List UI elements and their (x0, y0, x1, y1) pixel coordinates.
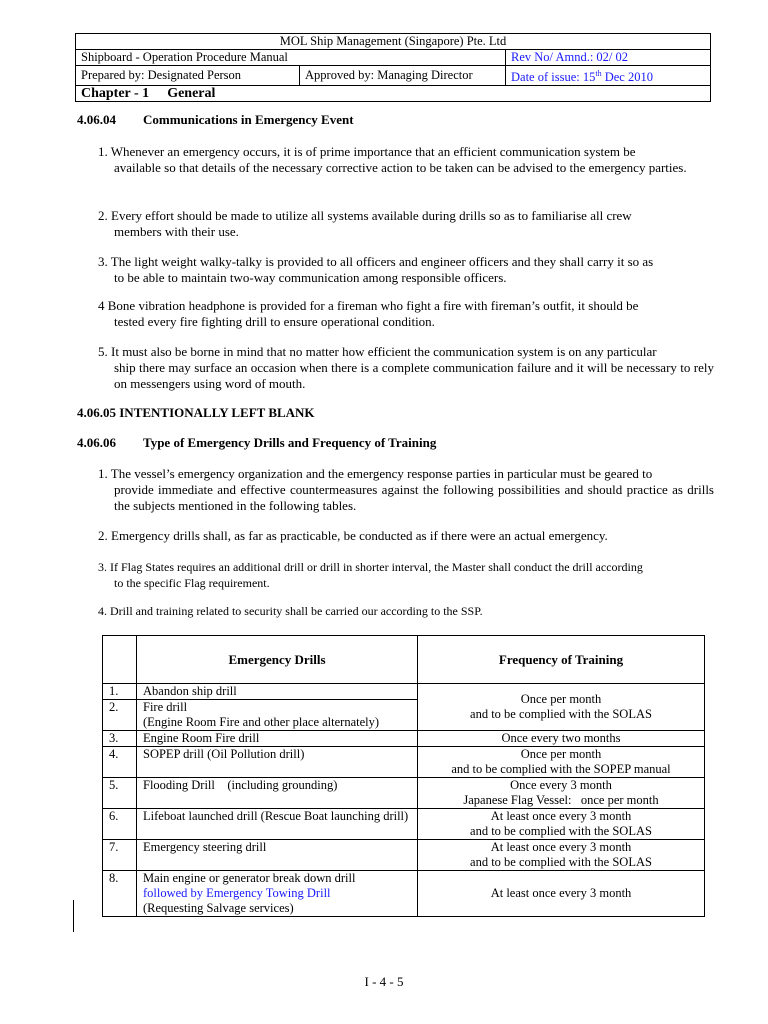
table-row: 7. Emergency steering drill At least once every 3 month and to be complied with the SOLAS (103, 840, 705, 871)
paragraph: 2. Emergency drills shall, as far as practicable, be conducted as if there were an actual emergency. (98, 528, 608, 543)
table-row: 6. Lifeboat launched drill (Rescue Boat launching drill) At least once every 3 month and to be complied with the SOLAS (103, 809, 705, 840)
revision-number: Rev No/ Amnd.: 02/ 02 (506, 50, 711, 66)
paragraph: 1. The vessel’s emergency organization and the emergency response parties in particular must be geared to provide immediate and effective countermeasures against the following possibilities and should practice as drills the subjects mentioned in the following tables. (98, 466, 714, 513)
revision-change-bar (73, 900, 74, 932)
table-row: 5. Flooding Drill (including grounding) Once every 3 month Japanese Flag Vessel: once per month (103, 778, 705, 809)
paragraph: 4. Drill and training related to security shall be carried our according to the SSP. (98, 604, 483, 618)
page-number: I - 4 - 5 (364, 974, 404, 989)
prepared-by: Prepared by: Designated Person (76, 66, 300, 86)
paragraph: 3. If Flag States requires an additional drill or drill in shorter interval, the Master shall conduct the drill according to the specific Flag requirement. (98, 560, 643, 590)
paragraph: 2. Every effort should be made to utilize all systems available during drills so as to familiarise all crew members with their use. (98, 208, 632, 239)
paragraph: 3. The light weight walky-talky is provided to all officers and engineer officers and they shall carry it so as to be able to maintain two-way communication among responsible officers. (98, 254, 654, 285)
emergency-drills-table (102, 635, 705, 917)
company-name: MOL Ship Management (Singapore) Pte. Ltd (76, 34, 711, 50)
paragraph: 4 Bone vibration headphone is provided for a fireman who fight a fire with fireman’s outfit, it should be tested every fire fighting drill to ensure operational condition. (98, 298, 639, 329)
chapter-heading: Chapter - 1 General (76, 86, 711, 102)
table-row: 3. Engine Room Fire drill Once every two months (103, 731, 705, 747)
paragraph: 5. It must also be borne in mind that no matter how efficient the communication system is on any particular ship there may surface an occasion when there is a complete communication failure and it will be necessary to rely on messengers using word of mouth. (98, 344, 714, 391)
manual-title: Shipboard - Operation Procedure Manual (76, 50, 506, 66)
date-of-issue: Date of issue: 15th Dec 2010 (506, 66, 711, 86)
section-heading-drills: 4.06.06 Type of Emergency Drills and Frequency of Training (77, 435, 437, 450)
section-heading-communications: 4.06.04 Communications in Emergency Event (77, 112, 354, 127)
column-header-frequency: Frequency of Training (418, 636, 705, 684)
section-heading-blank: 4.06.05 INTENTIONALLY LEFT BLANK (77, 405, 315, 420)
table-row: 8. Main engine or generator break down drill followed by Emergency Towing Drill (Requesting Salvage services) At least once every 3 month (103, 871, 705, 917)
table-header-row (103, 636, 705, 684)
table-row: 2. Fire drill (Engine Room Fire and other place alternately) (103, 700, 705, 731)
table-row: 4. SOPEP drill (Oil Pollution drill) Once per month and to be complied with the SOPEP manual (103, 747, 705, 778)
amended-text: followed by Emergency Towing Drill (143, 886, 331, 900)
document-header (75, 33, 711, 102)
approved-by: Approved by: Managing Director (300, 66, 506, 86)
table-row: 1. Abandon ship drill Once per month and to be complied with the SOLAS (103, 684, 705, 700)
column-header-drills: Emergency Drills (137, 636, 418, 684)
paragraph: 1. Whenever an emergency occurs, it is of prime importance that an efficient communication system be available so that details of the necessary corrective action to be taken can be advised to the emergency parties. (98, 144, 687, 175)
